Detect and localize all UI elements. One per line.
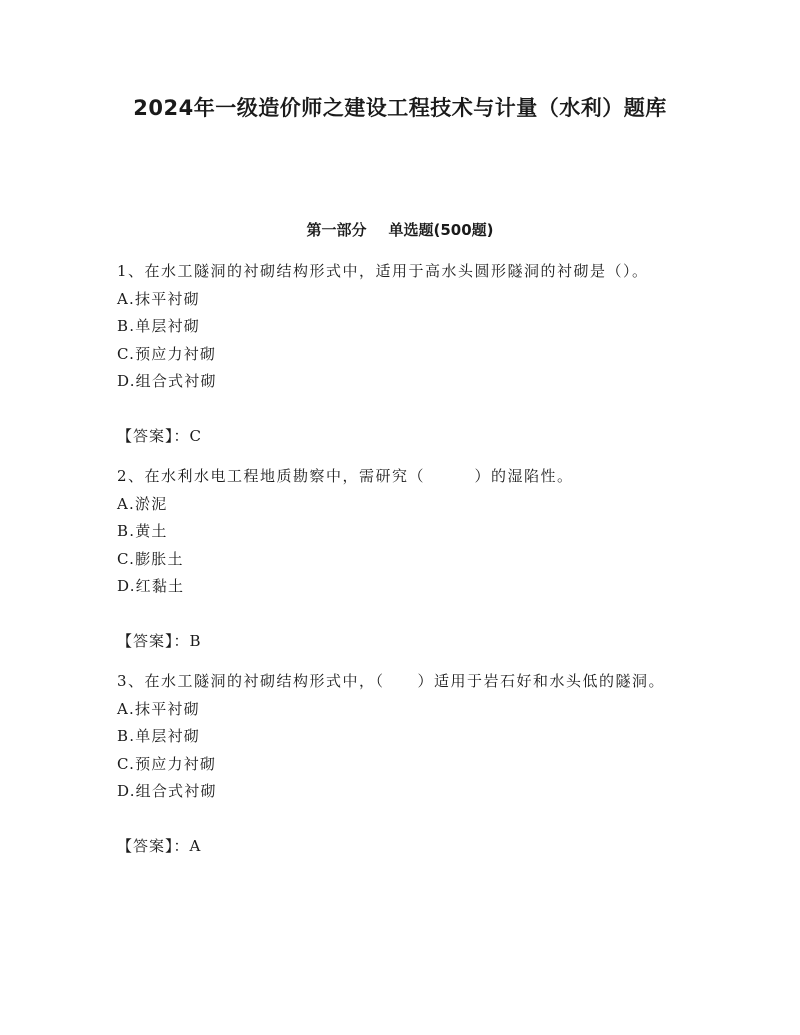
answer-label: 【答案】： [117, 836, 190, 855]
document-title: 2024年一级造价师之建设工程技术与计量（水利）题库 [133, 96, 667, 120]
section-part: 第一部分 [306, 221, 367, 239]
option-c: C.膨胀土 [117, 549, 184, 568]
answer-line [117, 833, 677, 861]
answer-value: B [189, 631, 202, 650]
option-c: C.预应力衬砌 [117, 754, 217, 773]
question-list [117, 258, 677, 873]
option-d: D.组合式衬砌 [117, 372, 217, 390]
option-a: A.抹平衬砌 [117, 699, 200, 718]
answer-line [117, 628, 677, 656]
option-c: C.预应力衬砌 [117, 344, 217, 363]
answer-line [117, 423, 677, 451]
option-b: B.单层衬砌 [117, 317, 200, 335]
question-stem: 1、在水工隧洞的衬砌结构形式中，适用于高水头圆形隧洞的衬砌是（）。 [117, 262, 649, 280]
option-list [117, 696, 677, 806]
answer-value: A [189, 836, 202, 855]
question-stem: 3、在水工隧洞的衬砌结构形式中，（ ）适用于岩石好和水头低的隧洞。 [117, 672, 666, 690]
option-d: D.红黏土 [117, 577, 185, 595]
answer-value: C [189, 426, 202, 445]
question-stem: 2、在水利水电工程地质勘察中，需研究（ ）的湿陷性。 [117, 467, 574, 485]
answer-label: 【答案】： [117, 631, 190, 650]
question-item [117, 668, 677, 860]
option-list [117, 286, 677, 396]
option-d: D.组合式衬砌 [117, 782, 217, 800]
question-item [117, 258, 677, 450]
section-title: 单选题(500题) [388, 221, 494, 239]
option-b: B.黄土 [117, 522, 168, 540]
question-item [117, 463, 677, 655]
option-list [117, 491, 677, 601]
section-heading [0, 218, 800, 242]
answer-label: 【答案】： [117, 426, 190, 445]
option-a: A.抹平衬砌 [117, 289, 200, 308]
option-b: B.单层衬砌 [117, 727, 200, 745]
option-a: A.淤泥 [117, 494, 168, 513]
